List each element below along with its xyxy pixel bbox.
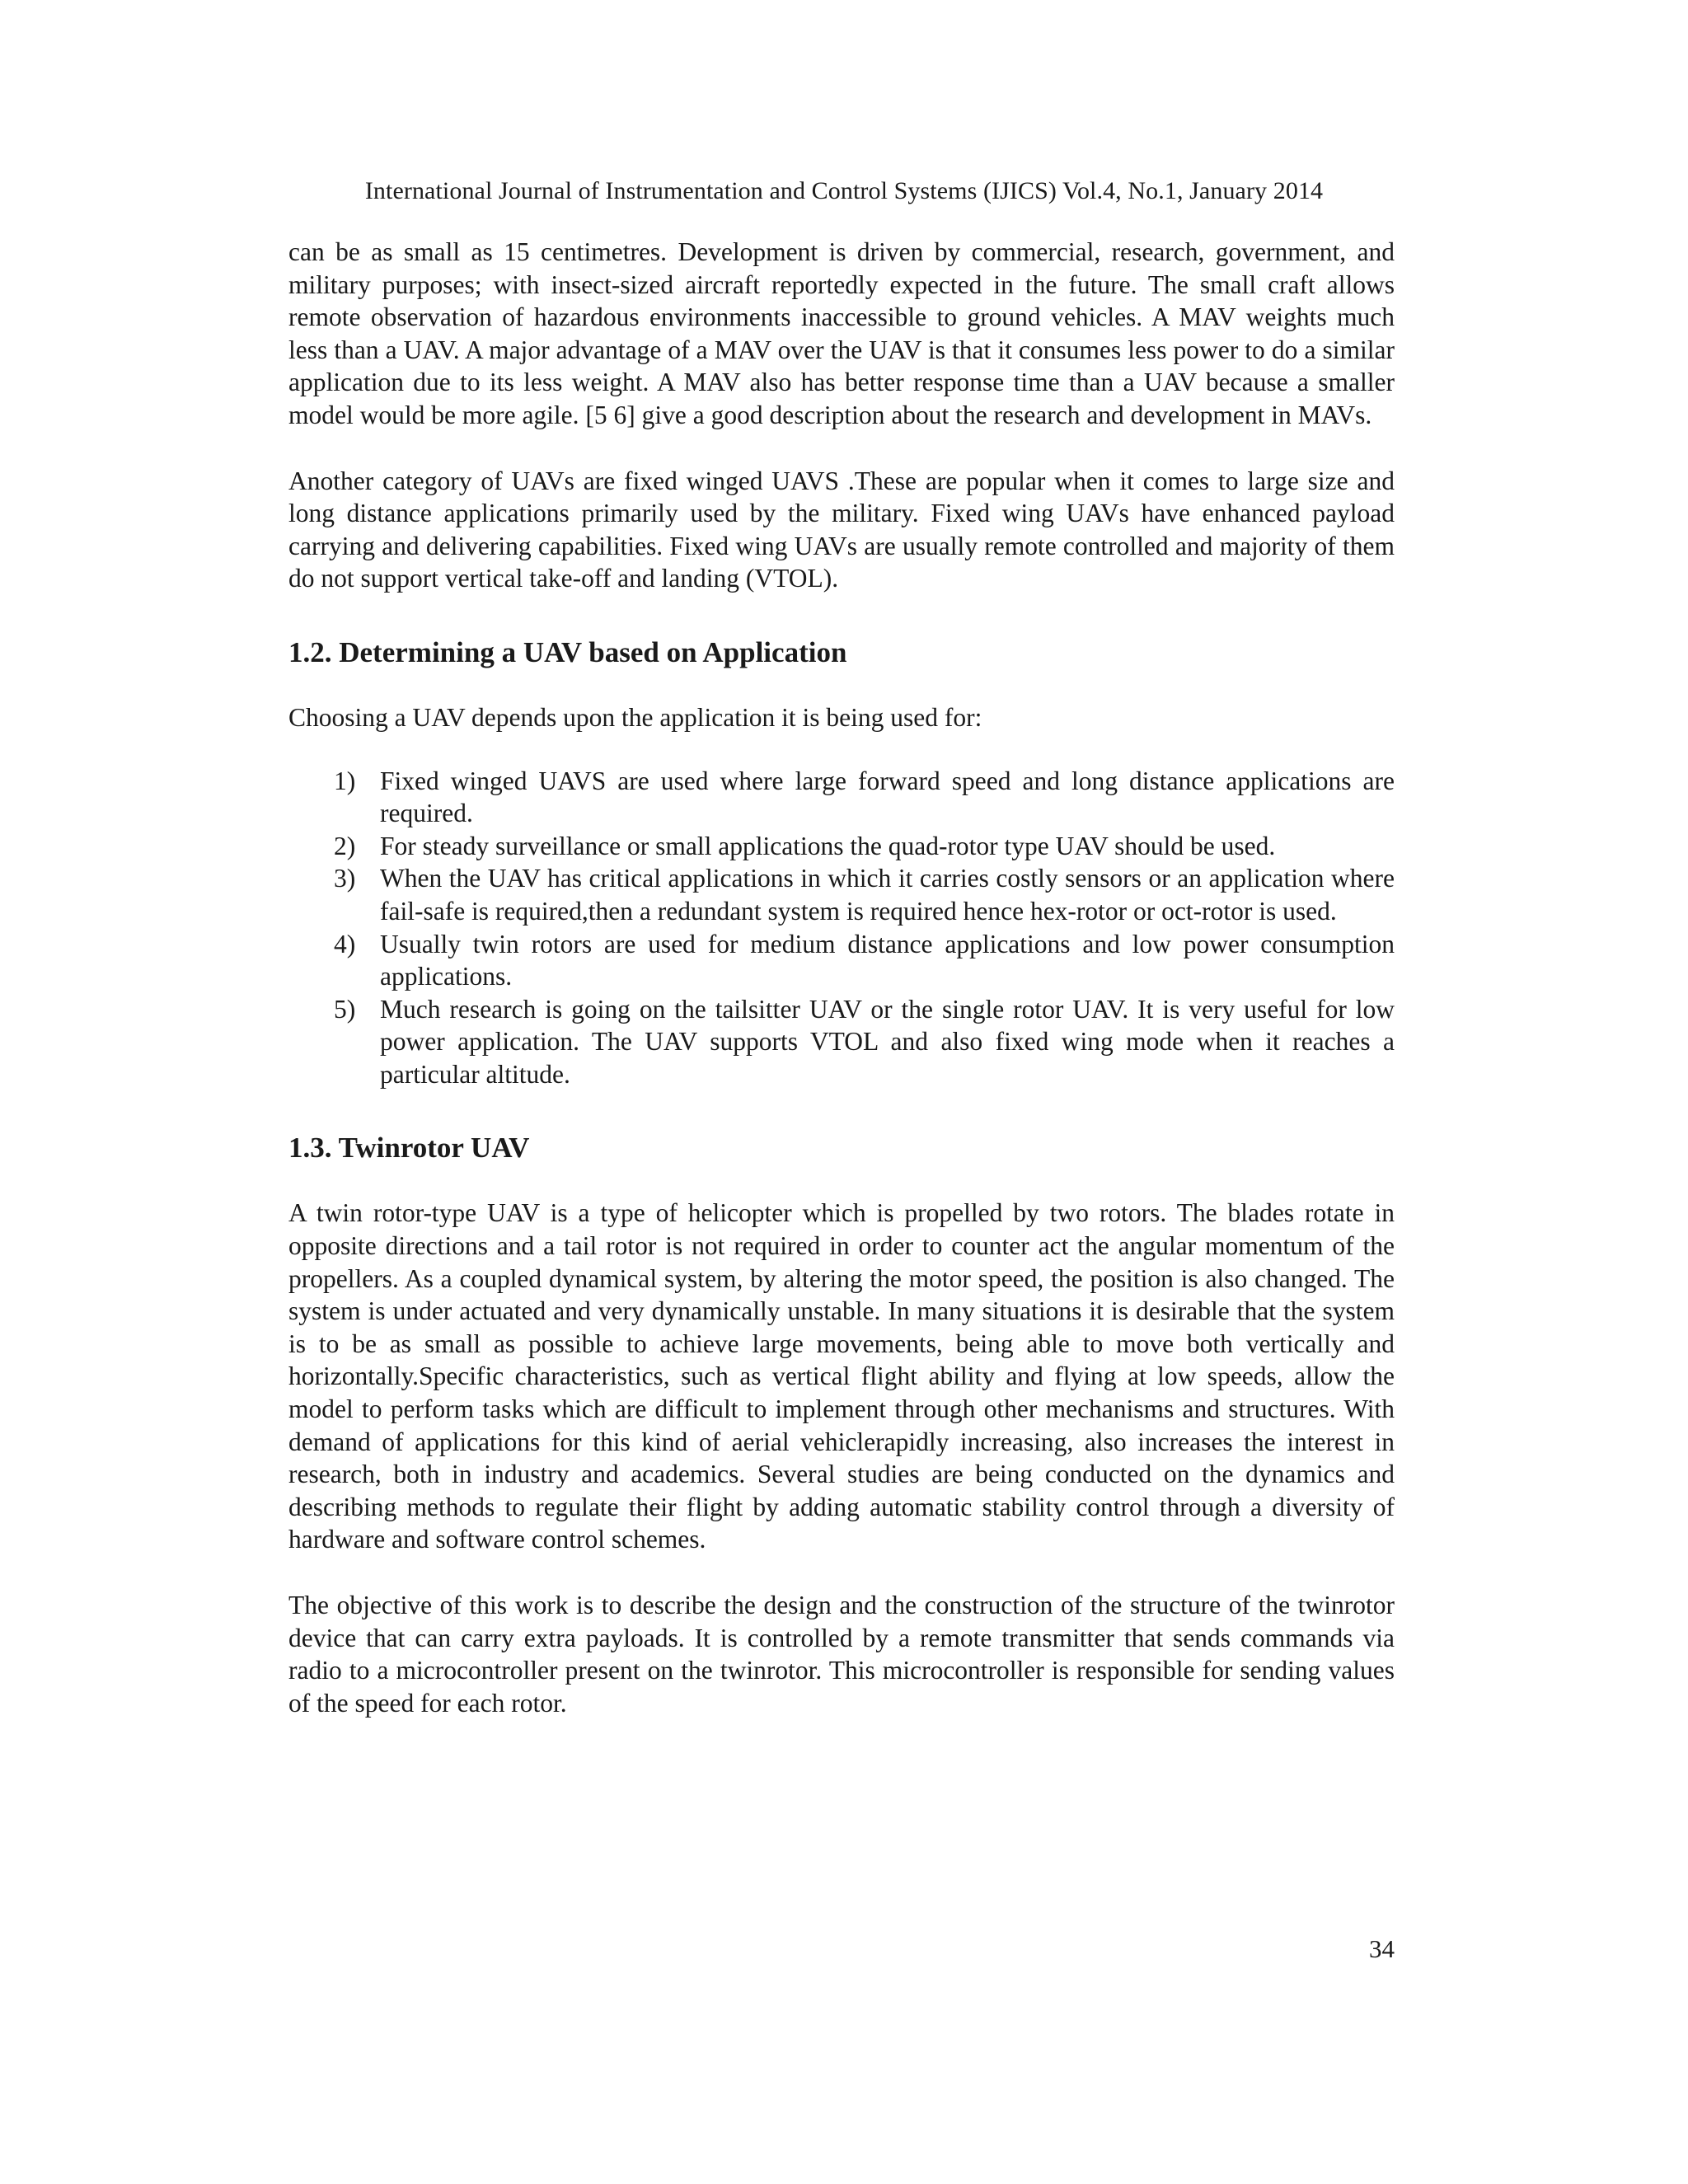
list-item-text: When the UAV has critical applications in which it carries costly sensors or an application where fail-safe is required,then a redundant system is required hence hex-rotor or oct-rotor is used.: [380, 864, 1395, 926]
list-item: [288, 928, 1395, 993]
paragraph-fixed-wing: Another category of UAVs are fixed winged UAVS .These are popular when it comes to large size and long distance applications primarily used by the military. Fixed wing UAVs have enhanced payload carrying and delivering capabilities. Fixed wing UAVs are usually remote controlled and majority of them do not support vertical take-off and landing (VTOL).: [288, 466, 1395, 593]
list-item-number: 3): [334, 864, 356, 893]
list-item: [288, 765, 1395, 830]
paragraph-mav: can be as small as 15 centimetres. Development is driven by commercial, research, government, and military purposes; with insect-sized aircraft reportedly expected in the future. The small craft allows remote observation of hazardous environments inaccessible to ground vehicles. A MAV weights much less than a UAV. A major advantage of a MAV over the UAV is that it consumes less power to do a similar application due to its less weight. A MAV also has better response time than a UAV because a smaller model would be more agile. [5 6] give a good description about the research and development in MAVs.: [288, 237, 1395, 429]
list-item-number: 5): [334, 994, 356, 1024]
paragraph-objective: The objective of this work is to describe the design and the construction of the structure of the twinrotor device that can carry extra payloads. It is controlled by a remote transmitter that sends commands via radio to a microcontroller present on the twinrotor. This microcontroller is responsible for sending values of the speed for each rotor.: [288, 1591, 1395, 1718]
list-item-text: Fixed winged UAVS are used where large forward speed and long distance applications are required.: [380, 766, 1395, 828]
application-list: [288, 765, 1395, 1091]
list-item-text: For steady surveillance or small applications the quad-rotor type UAV should be used.: [380, 831, 1276, 860]
list-item-text: Usually twin rotors are used for medium distance applications and low power consumption applications.: [380, 929, 1395, 991]
page-number: 34: [1369, 1934, 1395, 1963]
section-heading-1-3: 1.3. Twinrotor UAV: [288, 1132, 530, 1165]
body-content: [288, 236, 1395, 1719]
section-heading-1-2: 1.2. Determining a UAV based on Application: [288, 635, 847, 668]
section-1-2-intro: Choosing a UAV depends upon the application it is being used for:: [288, 702, 982, 732]
list-item-number: 4): [334, 929, 356, 958]
list-item-number: 2): [334, 831, 356, 860]
list-item: [288, 830, 1395, 863]
list-item: [288, 862, 1395, 927]
running-header: International Journal of Instrumentation and Control Systems (IJICS) Vol.4, No.1, January 2014: [364, 177, 1324, 204]
list-item-text: Much research is going on the tailsitter UAV or the single rotor UAV. It is very useful for low power application. The UAV supports VTOL and also fixed wing mode when it reaches a particular altitude.: [380, 994, 1395, 1089]
paragraph-twinrotor: A twin rotor-type UAV is a type of helicopter which is propelled by two rotors. The blades rotate in opposite directions and a tail rotor is not required in order to counter act the angular momentum of the propellers. As a coupled dynamical system, by altering the motor speed, the position is also changed. The system is under actuated and very dynamically unstable. In many situations it is desirable that the system is to be as small as possible to achieve large movements, being able to move both vertically and horizontally.Specific characteristics, such as vertical flight ability and flying at low speeds, allow the model to perform tasks which are difficult to implement through other mechanisms and structures. With demand of applications for this kind of aerial vehiclerapidly increasing, also increases the interest in research, both in industry and academics. Several studies are being conducted on the dynamics and describing methods to regulate their flight by adding automatic stability control through a diversity of hardware and software control schemes.: [288, 1198, 1395, 1554]
list-item-number: 1): [334, 766, 356, 795]
list-item: [288, 993, 1395, 1091]
